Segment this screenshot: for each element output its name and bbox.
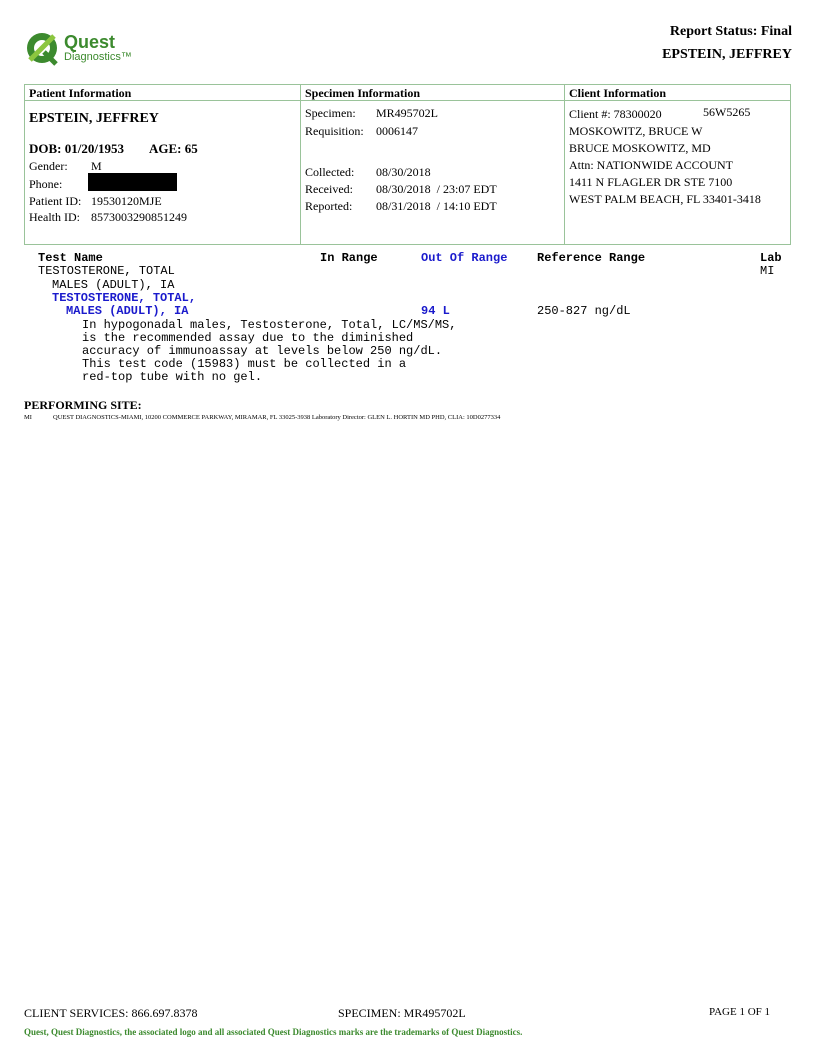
requisition-label: Requisition: [305,124,364,138]
footer-client-services: CLIENT SERVICES: 866.697.8378 [24,1006,198,1020]
patient-info-header: Patient Information [25,85,301,101]
specimen-label: Specimen: [305,106,356,120]
comment-line: This test code (15983) must be collected in a [82,357,407,371]
comment-line: red-top tube with no gel. [82,370,263,384]
quest-logo-icon [24,30,62,66]
comment-line: In hypogonadal males, Testosterone, Total, LC/MS/MS, [82,318,457,332]
footer-trademark: Quest, Quest Diagnostics, the associated logo and all associated Quest Diagnostics marks are the trademarks of Quest Diagnostics. [24,1027,523,1037]
client-line-2: BRUCE MOSKOWITZ, MD [569,141,711,155]
logo-wordmark: Quest [64,32,116,52]
column-divider [300,85,301,244]
collected-label: Collected: [305,165,355,179]
requisition-value: 0006147 [376,124,418,138]
received-value: 08/30/2018 / 23:07 EDT [376,182,497,196]
received-label: Received: [305,182,353,196]
collected-value: 08/30/2018 [376,165,431,179]
client-number: Client #: 78300020 [569,107,662,121]
patient-age: AGE: 65 [149,141,198,156]
client-line-1: MOSKOWITZ, BRUCE W [569,124,703,138]
reported-value: 08/31/2018 / 14:10 EDT [376,199,497,213]
performing-site-code: MI [24,414,32,421]
patient-id-value: 19530120MJE [91,194,162,208]
client-line-3: Attn: NATIONWIDE ACCOUNT [569,158,733,172]
logo-subwordmark: Diagnostics™ [64,51,132,63]
performing-site-title: PERFORMING SITE: [24,398,142,412]
out-of-range-value: 94 L [421,304,450,318]
column-divider [564,85,565,244]
client-info-header: Client Information [565,85,790,101]
phone-label: Phone: [29,177,63,191]
footer-page: PAGE 1 OF 1 [709,1006,771,1018]
header-patient-name: EPSTEIN, JEFFREY [662,47,792,62]
footer-specimen: SPECIMEN: MR495702L [338,1006,466,1020]
test-name-line2: MALES (ADULT), IA [66,304,189,318]
col-reference-range: Reference Range [537,251,646,265]
gender-label: Gender: [29,159,68,173]
reported-label: Reported: [305,199,353,213]
col-in-range: In Range [320,251,378,265]
comment-line: is the recommended assay due to the diminished [82,331,414,345]
specimen-info-header: Specimen Information [301,85,565,101]
patient-id-label: Patient ID: [29,194,82,208]
health-id-label: Health ID: [29,210,80,224]
panel-name-line2: MALES (ADULT), IA [52,278,175,292]
specimen-value: MR495702L [376,106,439,120]
gender-value: M [91,159,102,173]
info-box [24,84,791,245]
panel-name-line1: TESTOSTERONE, TOTAL [38,264,175,278]
panel-lab: MI [760,264,775,278]
patient-dob: DOB: 01/20/1953 [29,141,124,156]
phone-redacted [88,173,177,191]
patient-name: EPSTEIN, JEFFREY [29,111,159,126]
report-status: Report Status: Final [669,24,792,39]
col-out-of-range: Out Of Range [421,251,508,265]
client-code: 56W5265 [703,105,751,119]
health-id-value: 8573003290851249 [91,210,187,224]
performing-site-text: QUEST DIAGNOSTICS-MIAMI, 10200 COMMERCE PARKWAY, MIRAMAR, FL 33025-3938 Laboratory Director: GLEN L. HORTIN MD PHD, CLIA: 10D0277334 [53,414,501,421]
col-lab: Lab [760,251,782,265]
test-name-line1: TESTOSTERONE, TOTAL, [52,291,197,305]
comment-line: accuracy of immunoassay at levels below 250 ng/dL. [82,344,443,358]
reference-range-value: 250-827 ng/dL [537,304,631,318]
client-line-5: WEST PALM BEACH, FL 33401-3418 [569,192,761,206]
col-test-name: Test Name [38,251,103,265]
client-line-4: 1411 N FLAGLER DR STE 7100 [569,175,733,189]
